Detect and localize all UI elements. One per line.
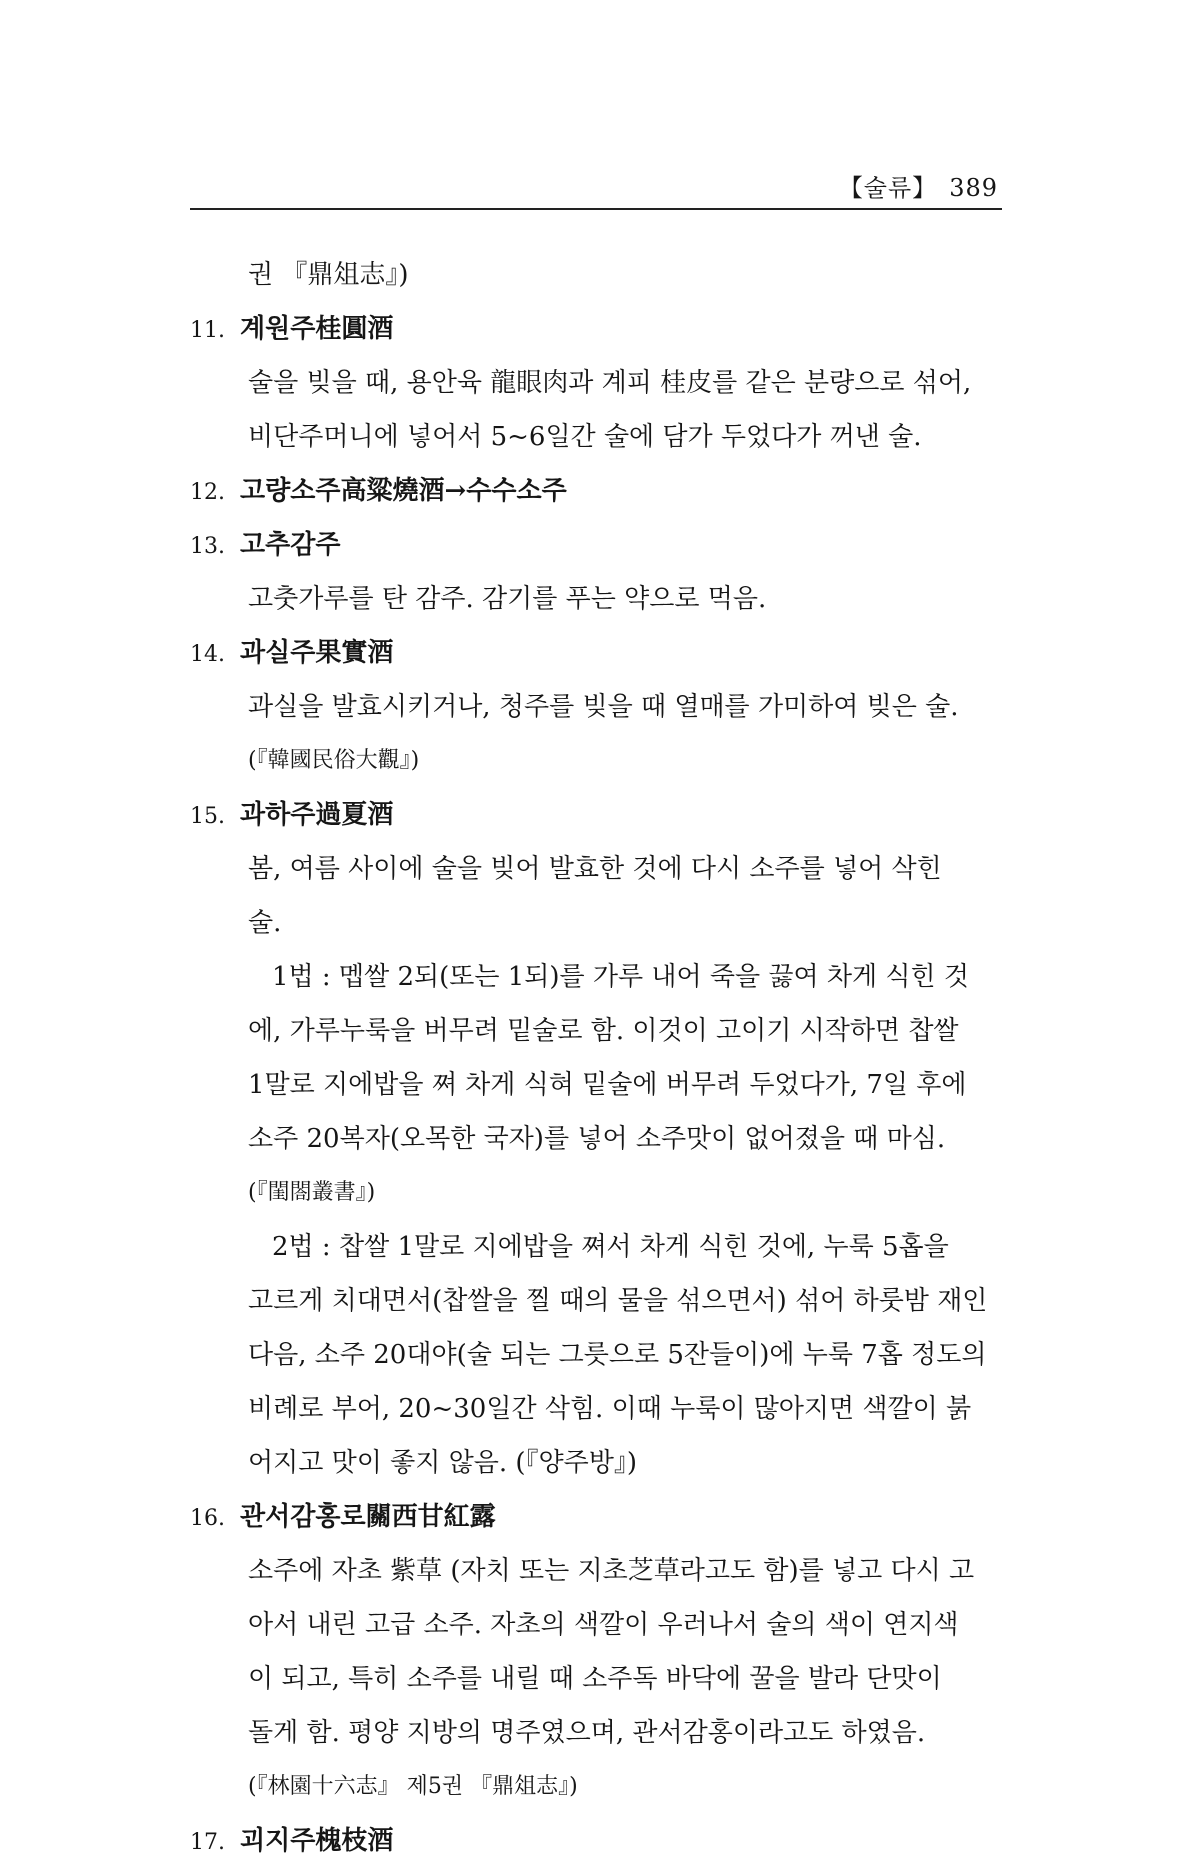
entry-title: 과실주果實酒: [240, 638, 394, 668]
entry-title: 계원주桂圓酒: [240, 314, 394, 344]
entry-number: 16.: [190, 1506, 225, 1531]
body-text-line: 이 되고, 특히 소주를 내릴 때 소주독 바닥에 꿀을 발라 단맛이: [248, 1664, 942, 1694]
body-text-line: 돌게 함. 평양 지방의 명주였으며, 관서감홍이라고도 하였음.: [248, 1718, 926, 1748]
source-citation: (『閨閤叢書』): [248, 1180, 376, 1205]
entry-heading: [190, 1490, 1010, 1544]
entry-heading: [190, 626, 1010, 680]
body-text-line: 다음, 소주 20대야(술 되는 그릇으로 5잔들이)에 누룩 7홉 정도의: [248, 1340, 987, 1370]
entry-heading: [190, 788, 1010, 842]
entry-title: 괴지주槐枝酒: [240, 1826, 394, 1856]
entry-number: 15.: [190, 804, 225, 829]
body-text-line: 고르게 치대면서(찹쌀을 찔 때의 물을 섞으면서) 섞어 하룻밤 재인: [248, 1286, 988, 1316]
body-text-line: 과실을 발효시키거나, 청주를 빚을 때 열매를 가미하여 빚은 술.: [248, 692, 959, 722]
method-paragraph-line: 1법 : 멥쌀 2되(또는 1되)를 가루 내어 죽을 끓여 차게 식힌 것: [272, 962, 970, 992]
body-text-line: 봄, 여름 사이에 술을 빚어 발효한 것에 다시 소주를 넣어 삭힌: [248, 854, 942, 884]
body-text-line: 술.: [248, 908, 282, 938]
body-text-line: 소주 20복자(오목한 국자)를 넣어 소주맛이 없어졌을 때 마심.: [248, 1124, 946, 1154]
body-text-line: 권 『鼎俎志』): [248, 260, 409, 290]
body-text-line: 에, 가루누룩을 버무려 밑술로 함. 이것이 고이기 시작하면 찹쌀: [248, 1016, 959, 1046]
entry-number: 12.: [190, 480, 225, 505]
body-text-line: 소주에 자초 紫草 (자치 또는 지초芝草라고도 함)를 넣고 다시 고: [248, 1556, 975, 1586]
page-body: [190, 248, 1010, 1868]
entry-title: 과하주過夏酒: [240, 800, 394, 830]
entry-heading: [190, 302, 1010, 356]
running-head: [839, 168, 998, 203]
section-title: 【술류】: [838, 174, 938, 202]
body-text-line: 술을 빚을 때, 용안육 龍眼肉과 계피 桂皮를 같은 분량으로 섞어,: [248, 368, 972, 398]
body-text-line: 1말로 지에밥을 쪄 차게 식혀 밑술에 버무려 두었다가, 7일 후에: [248, 1070, 967, 1100]
entry-heading: [190, 464, 1010, 518]
body-text-line: 비례로 부어, 20~30일간 삭힘. 이때 누룩이 많아지면 색깔이 붉: [248, 1394, 972, 1424]
body-text-line: 비단주머니에 넣어서 5~6일간 술에 담가 두었다가 꺼낸 술.: [248, 422, 922, 452]
entry-title: 고추감주: [240, 530, 341, 560]
body-text-line: 고춧가루를 탄 감주. 감기를 푸는 약으로 먹음.: [248, 584, 767, 614]
body-text-line: 어지고 맛이 좋지 않음. (『양주방』): [248, 1448, 638, 1478]
entry-title: 관서감홍로關西甘紅露: [240, 1502, 496, 1532]
entry-number: 11.: [190, 318, 225, 343]
entry-number: 14.: [190, 642, 225, 667]
source-citation: (『林園十六志』 제5권 『鼎俎志』): [248, 1774, 578, 1799]
source-citation: (『韓國民俗大觀』): [248, 748, 420, 773]
page-number: 389: [949, 174, 998, 202]
entry-number: 13.: [190, 534, 225, 559]
entry-heading: [190, 518, 1010, 572]
body-text-line: 아서 내린 고급 소주. 자초의 색깔이 우러나서 술의 색이 연지색: [248, 1610, 959, 1640]
entry-title: 고량소주高粱燒酒→수수소주: [240, 476, 567, 506]
entry-heading: [190, 1814, 1010, 1868]
entry-number: 17.: [190, 1830, 225, 1855]
header-rule: [190, 208, 1002, 210]
method-paragraph-line: 2법 : 찹쌀 1말로 지에밥을 쪄서 차게 식힌 것에, 누룩 5홉을: [272, 1232, 949, 1262]
